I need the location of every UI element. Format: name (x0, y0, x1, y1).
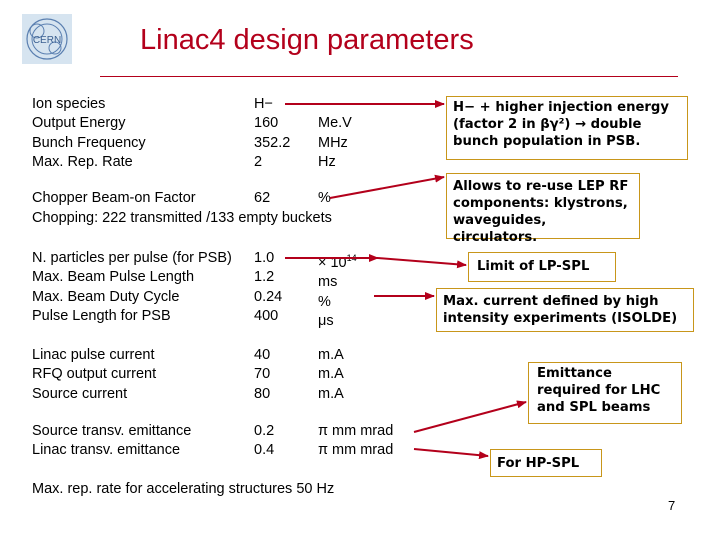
note-line: Allows to re-use LEP RF (453, 179, 629, 194)
param-value: 352.2 (254, 134, 291, 151)
param-label: RFQ output current (32, 366, 157, 383)
page-title: Linac4 design parameters (140, 24, 474, 56)
unit-times: × 10 (318, 255, 347, 271)
param-value: 1.2 (254, 269, 275, 286)
param-label: N. particles per pulse (for PSB) (32, 250, 232, 266)
param-value: 0.4 (254, 442, 275, 459)
note-injection-energy (446, 96, 688, 160)
param-label: Output Energy (32, 115, 126, 132)
note-line: (factor 2 in βγ²) → double (453, 117, 642, 132)
arrow-lep (330, 177, 444, 198)
chopping-line: Chopping: 222 transmitted /133 empty buckets (32, 210, 332, 226)
param-value: 40 (254, 347, 271, 363)
param-label: Max. Beam Pulse Length (32, 269, 195, 286)
chopper-label: Chopper Beam-on Factor (32, 190, 196, 206)
chopper-unit: % (318, 190, 331, 206)
param-unit: π mm mrad (318, 423, 394, 439)
param-unit: π mm mrad (318, 442, 394, 459)
param-label: Source current (32, 385, 128, 402)
param-value: 70 (254, 366, 271, 383)
param-label: Max. Rep. Rate (32, 153, 133, 170)
param-value: 1.0 (254, 250, 275, 266)
param-label: Max. Beam Duty Cycle (32, 288, 180, 305)
note-lep-components (446, 173, 640, 245)
param-value: 0.24 (254, 288, 283, 305)
note-line: required for LHC (537, 383, 661, 398)
arrow-hp-spl (414, 449, 488, 456)
param-value: 400 (254, 307, 279, 324)
note-max-current (436, 288, 694, 332)
note-line: Emittance (537, 366, 612, 381)
param-value: 160 (254, 115, 279, 132)
note-line: Max. current defined by high (443, 294, 659, 309)
param-unit: m.A (318, 347, 344, 363)
param-value: 2 (254, 153, 263, 170)
param-value: 80 (254, 385, 271, 402)
param-label: Linac transv. emittance (32, 442, 181, 459)
param-label: Source transv. emittance (32, 423, 192, 439)
param-unit: ms (318, 274, 338, 291)
param-unit: m.A (318, 385, 344, 402)
note-line: components: klystrons, (453, 196, 628, 211)
param-value: 0.2 (254, 423, 275, 439)
param-label: Linac pulse current (32, 347, 155, 363)
param-unit: μs (318, 312, 334, 329)
param-unit: Me.V (318, 115, 352, 132)
note-line: intensity experiments (ISOLDE) (443, 311, 678, 326)
param-label: Bunch Frequency (32, 134, 146, 151)
logo-text: CERN (32, 35, 62, 46)
chopper-value: 62 (254, 190, 271, 206)
arrow-emittance (414, 402, 526, 432)
page-number: 7 (668, 498, 676, 513)
param-unit: % (318, 293, 331, 310)
param-label: Pulse Length for PSB (32, 307, 171, 324)
note-hp-spl: For HP-SPL (490, 449, 602, 477)
param-label: Ion species (32, 96, 106, 112)
note-line: waveguides, circulators. (453, 213, 547, 245)
param-unit: MHz (318, 134, 348, 151)
note-line: and SPL beams (537, 400, 651, 415)
note-line: bunch population in PSB. (453, 134, 641, 149)
footer-note: Max. rep. rate for accelerating structures 50 Hz (32, 481, 335, 497)
unit-exponent: 14 (346, 253, 357, 263)
note-spl-limit: Limit of LP-SPL (468, 252, 616, 282)
param-unit: m.A (318, 366, 344, 383)
arrow-spl-limit-2 (378, 258, 466, 265)
param-unit: Hz (318, 153, 336, 170)
param-value: H− (254, 96, 273, 112)
note-line: H− + higher injection energy (453, 100, 669, 115)
note-emittance (528, 362, 682, 424)
